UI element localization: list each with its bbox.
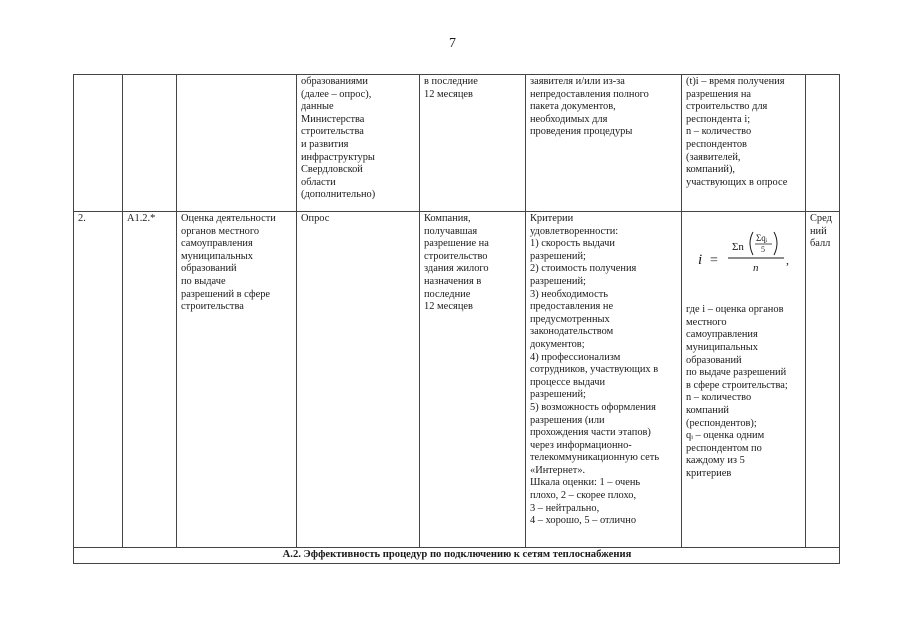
section-heading: А.2. Эффективность процедур по подключению к сетям теплоснабжения: [74, 548, 840, 564]
section-heading-row: [74, 548, 840, 564]
cell-criteria: Критерии удовлетворенности: 1) скорость выдачи разрешений; 2) стоимость получения разрешений; 3) необходимость предоставления не предусмотренных законодательством документов; 4) профессионализм сотрудников, участвующих в процессе выдачи разрешений; 5) возможность оформления разрешения (или прохождения части этапов) через информационно- телекоммуникационную сеть «Интернет». Шкала оценки: 1 – очень плохо, 2 – скорее плохо, 3 – нейтрально, 4 – хорошо, 5 – отлично: [526, 212, 682, 548]
indicators-table: [73, 74, 840, 564]
formula-den: n: [753, 261, 759, 274]
cell-method-formula: [682, 212, 806, 548]
formula-paren-left: [750, 232, 753, 255]
cell-respondents: в последние 12 месяцев: [420, 75, 526, 212]
formula-legend: где i – оценка органов местного самоуправления муниципальных образований по выдаче разрешений в сфере строительства; n – количество компаний (респондентов); qᵢ – оценка одним респондентом по каждому из 5 критериев: [686, 304, 788, 479]
cell-criteria: заявителя и/или из-за непредоставления полного пакета документов, необходимых для проведения процедуры: [526, 75, 682, 212]
cell-code: [123, 75, 177, 212]
cell-source: образованиями (далее – опрос), данные Министерства строительства и развития инфраструктуры Свердловской области (дополнительно): [297, 75, 420, 212]
page-number: 7: [449, 36, 456, 51]
cell-unit: Средний балл: [806, 212, 840, 548]
formula-inner-den: 5: [761, 244, 765, 254]
formula-sum-outer: Σn: [732, 240, 744, 253]
formula-paren-right: [774, 232, 777, 255]
cell-method: (t)i – время получения разрешения на строительство для респондента i; n – количество респондентов (заявителей, компаний), участвующих в опросе: [682, 75, 806, 212]
score-formula: [696, 228, 806, 286]
table-row-continued: [74, 75, 840, 212]
cell-unit: [806, 75, 840, 212]
cell-indicator: Оценка деятельности органов местного самоуправления муниципальных образований по выдаче разрешений в сфере строительства: [177, 212, 297, 548]
table-row-a12: [74, 212, 840, 548]
cell-indicator: [177, 75, 297, 212]
formula-trail: ,: [786, 252, 789, 267]
cell-code: А1.2.*: [123, 212, 177, 548]
formula-equals: =: [710, 252, 718, 268]
cell-num: 2.: [74, 212, 123, 548]
formula-sum-inner: Σqᵢ: [756, 232, 768, 243]
cell-num: [74, 75, 123, 212]
formula-lhs: i: [698, 251, 703, 268]
cell-source: Опрос: [297, 212, 420, 548]
cell-respondents: Компания, получавшая разрешение на строительство здания жилого назначения в последние 12 месяцев: [420, 212, 526, 548]
